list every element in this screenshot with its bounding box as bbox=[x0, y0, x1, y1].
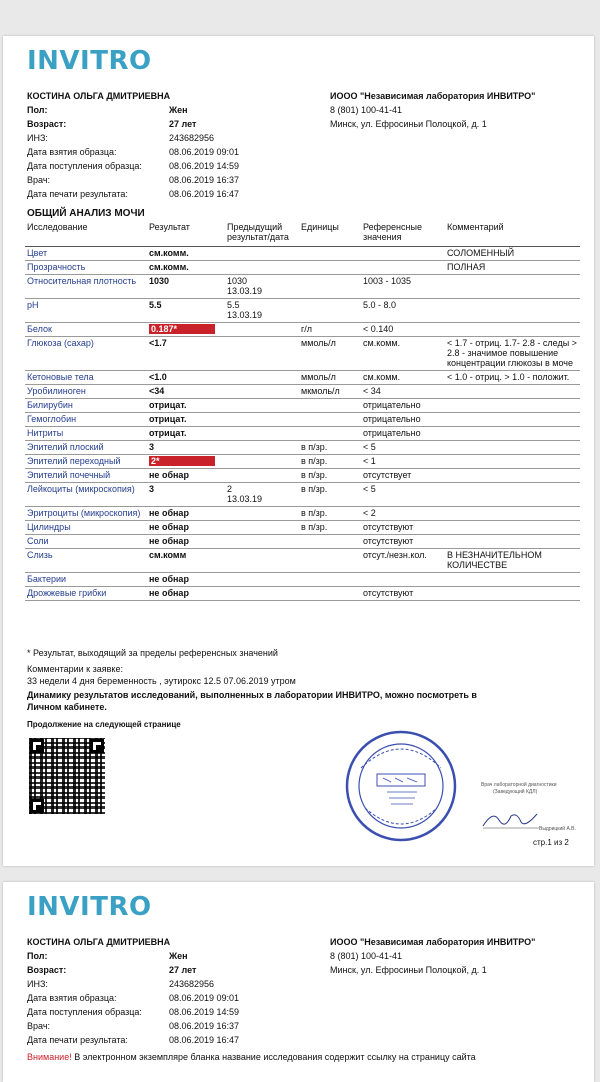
result-value: не обнар bbox=[149, 536, 189, 546]
test-result bbox=[147, 507, 225, 521]
units bbox=[299, 261, 361, 275]
comment bbox=[445, 299, 580, 323]
age-label-2: Возраст: bbox=[27, 965, 67, 975]
comment: В НЕЗНАЧИТЕЛЬНОМ КОЛИЧЕСТВЕ bbox=[445, 549, 580, 573]
reference-range: отсутствует bbox=[361, 469, 445, 483]
reference-range: < 5 bbox=[361, 441, 445, 455]
header-test: Исследование bbox=[25, 221, 147, 247]
result-value: не обнар bbox=[149, 508, 189, 518]
previous-result bbox=[225, 385, 299, 399]
previous-result: 2 13.03.19 bbox=[225, 483, 299, 507]
patient-name: КОСТИНА ОЛЬГА ДМИТРИЕВНА bbox=[27, 91, 171, 101]
table-row bbox=[25, 413, 580, 427]
print-date-value: 08.06.2019 16:47 bbox=[169, 189, 240, 199]
units bbox=[299, 247, 361, 261]
test-name[interactable]: Соли bbox=[25, 535, 147, 549]
receipt-date-value: 08.06.2019 14:59 bbox=[169, 161, 240, 171]
receipt-date-value-2: 08.06.2019 14:59 bbox=[169, 1007, 240, 1017]
units: в п/зр. bbox=[299, 521, 361, 535]
test-result bbox=[147, 371, 225, 385]
table-row bbox=[25, 371, 580, 385]
reference-range: < 1 bbox=[361, 455, 445, 469]
comment bbox=[445, 427, 580, 441]
comment bbox=[445, 441, 580, 455]
lab-address: Минск, ул. Ефросиньи Полоцкой, д. 1 bbox=[330, 119, 487, 129]
comment bbox=[445, 275, 580, 299]
units: в п/зр. bbox=[299, 441, 361, 455]
result-value: см.комм bbox=[149, 550, 187, 560]
comment bbox=[445, 399, 580, 413]
sample-date-label-2: Дата взятия образца: bbox=[27, 993, 117, 1003]
lab-name-2: ИООО "Независимая лаборатория ИНВИТРО" bbox=[330, 937, 536, 947]
doctor-label: Врач: bbox=[27, 175, 51, 185]
reference-range: 1003 - 1035 bbox=[361, 275, 445, 299]
test-name[interactable]: Слизь bbox=[25, 549, 147, 573]
test-name[interactable]: Белок bbox=[25, 323, 147, 337]
request-comment-label: Комментарии к заявке: bbox=[27, 664, 123, 674]
reference-range: отсутствуют bbox=[361, 587, 445, 601]
units bbox=[299, 549, 361, 573]
flagged-result: 0.187* bbox=[149, 324, 215, 334]
test-name[interactable]: Гемоглобин bbox=[25, 413, 147, 427]
reference-range bbox=[361, 261, 445, 275]
test-name[interactable]: Билирубин bbox=[25, 399, 147, 413]
header-reference: Референсные значения bbox=[361, 221, 445, 247]
reference-range: < 0.140 bbox=[361, 323, 445, 337]
comment bbox=[445, 413, 580, 427]
table-row bbox=[25, 521, 580, 535]
comment: < 1.7 - отриц. 1.7- 2.8 - следы > 2.8 - значимое повышение концентрации глюкозы в моче bbox=[445, 337, 580, 371]
print-date-value-2: 08.06.2019 16:47 bbox=[169, 1035, 240, 1045]
test-name[interactable]: Цвет bbox=[25, 247, 147, 261]
result-value: 1030 bbox=[149, 276, 170, 286]
section-title: ОБЩИЙ АНАЛИЗ МОЧИ bbox=[27, 208, 145, 219]
comment bbox=[445, 573, 580, 587]
lab-info bbox=[330, 89, 535, 131]
comment bbox=[445, 483, 580, 507]
request-comment: 33 недели 4 дня беременность , эутирокс 12.5 07.06.2019 утром bbox=[27, 676, 296, 686]
test-name[interactable]: Эпителий почечный bbox=[25, 469, 147, 483]
reference-range: отсут./незн.кол. bbox=[361, 549, 445, 573]
header-previous: Предыдущий результат/дата bbox=[225, 221, 299, 247]
units bbox=[299, 413, 361, 427]
units: ммоль/л bbox=[299, 337, 361, 371]
comment bbox=[445, 323, 580, 337]
table-row bbox=[25, 441, 580, 455]
test-name[interactable]: Кетоновые тела bbox=[25, 371, 147, 385]
test-result bbox=[147, 455, 225, 469]
comment bbox=[445, 521, 580, 535]
dynamics-note-line1: Динамику результатов исследований, выполненных в лаборатории ИНВИТРО, можно посмотреть в bbox=[27, 690, 477, 700]
table-row bbox=[25, 587, 580, 601]
lab-phone-2: 8 (801) 100-41-41 bbox=[330, 951, 403, 961]
signer-subtitle: (Заведующий КДЛ) bbox=[493, 789, 538, 795]
comment bbox=[445, 469, 580, 483]
reference-range bbox=[361, 247, 445, 261]
previous-result: 5.5 13.03.19 bbox=[225, 299, 299, 323]
result-value: 3 bbox=[149, 484, 155, 494]
sex-label: Пол: bbox=[27, 105, 48, 115]
sample-date-value-2: 08.06.2019 09:01 bbox=[169, 993, 240, 1003]
test-name[interactable]: pH bbox=[25, 299, 147, 323]
previous-result bbox=[225, 455, 299, 469]
previous-result bbox=[225, 469, 299, 483]
doctor-value-2: 08.06.2019 16:37 bbox=[169, 1021, 240, 1031]
dynamics-note-line2: Личном кабинете. bbox=[27, 702, 107, 712]
test-result bbox=[147, 483, 225, 507]
table-row bbox=[25, 247, 580, 261]
reference-range: отсутствуют bbox=[361, 521, 445, 535]
table-row bbox=[25, 385, 580, 399]
result-value: <1.7 bbox=[149, 338, 167, 348]
doctor-label-2: Врач: bbox=[27, 1021, 51, 1031]
table-row bbox=[25, 573, 580, 587]
sex-value: Жен bbox=[169, 105, 188, 115]
result-value: 5.5 bbox=[149, 300, 162, 310]
test-name[interactable]: Цилиндры bbox=[25, 521, 147, 535]
sample-date-label: Дата взятия образца: bbox=[27, 147, 117, 157]
previous-result bbox=[225, 337, 299, 371]
previous-result bbox=[225, 507, 299, 521]
test-result bbox=[147, 549, 225, 573]
test-result bbox=[147, 413, 225, 427]
header-result: Результат bbox=[147, 221, 225, 247]
doctor-value: 08.06.2019 16:37 bbox=[169, 175, 240, 185]
warning-text: В электронном экземпляре бланка название исследования содержит ссылку на страницу сайта bbox=[71, 1052, 476, 1062]
result-value: отрицат. bbox=[149, 428, 187, 438]
comment bbox=[445, 535, 580, 549]
result-value: см.комм. bbox=[149, 248, 189, 258]
inz-label: ИНЗ: bbox=[27, 133, 48, 143]
table-row bbox=[25, 337, 580, 371]
result-value: отрицат. bbox=[149, 400, 187, 410]
comment bbox=[445, 507, 580, 521]
signer-title: Врач лабораторной диагностики bbox=[481, 782, 557, 788]
units bbox=[299, 299, 361, 323]
inz-value: 243682956 bbox=[169, 133, 215, 143]
reference-range: 5.0 - 8.0 bbox=[361, 299, 445, 323]
test-result bbox=[147, 469, 225, 483]
result-value: не обнар bbox=[149, 522, 189, 532]
receipt-date-label: Дата поступления образца: bbox=[27, 161, 142, 171]
test-name[interactable]: Нитриты bbox=[25, 427, 147, 441]
comment: ПОЛНАЯ bbox=[445, 261, 580, 275]
table-row bbox=[25, 507, 580, 521]
table-row bbox=[25, 275, 580, 299]
table-row bbox=[25, 535, 580, 549]
units: в п/зр. bbox=[299, 455, 361, 469]
table-header bbox=[25, 221, 580, 247]
result-value: не обнар bbox=[149, 588, 189, 598]
reference-range: отрицательно bbox=[361, 413, 445, 427]
units bbox=[299, 427, 361, 441]
report-page-1 bbox=[3, 36, 594, 866]
units: в п/зр. bbox=[299, 469, 361, 483]
result-value: <1.0 bbox=[149, 372, 167, 382]
previous-result bbox=[225, 247, 299, 261]
reference-range: < 2 bbox=[361, 507, 445, 521]
header-comment: Комментарий bbox=[445, 221, 580, 247]
previous-result bbox=[225, 323, 299, 337]
units bbox=[299, 399, 361, 413]
test-name[interactable]: Относительная плотность bbox=[25, 275, 147, 299]
units: в п/зр. bbox=[299, 483, 361, 507]
test-name[interactable]: Эпителий плоский bbox=[25, 441, 147, 455]
test-name[interactable]: Бактерии bbox=[25, 573, 147, 587]
test-result bbox=[147, 337, 225, 371]
result-value: не обнар bbox=[149, 574, 189, 584]
reference-range: отрицательно bbox=[361, 427, 445, 441]
test-result bbox=[147, 261, 225, 275]
comment bbox=[445, 455, 580, 469]
reference-range: см.комм. bbox=[361, 371, 445, 385]
comment bbox=[445, 587, 580, 601]
result-value: 3 bbox=[149, 442, 155, 452]
previous-result bbox=[225, 427, 299, 441]
continued-note: Продолжение на следующей странице bbox=[27, 720, 181, 729]
test-result bbox=[147, 427, 225, 441]
previous-result bbox=[225, 549, 299, 573]
previous-result bbox=[225, 441, 299, 455]
test-result bbox=[147, 521, 225, 535]
previous-result: 1030 13.03.19 bbox=[225, 275, 299, 299]
inz-value-2: 243682956 bbox=[169, 979, 215, 989]
table-row bbox=[25, 469, 580, 483]
reference-range bbox=[361, 573, 445, 587]
result-value: <34 bbox=[149, 386, 165, 396]
lab-stamp-icon bbox=[343, 728, 459, 844]
units: ммоль/л bbox=[299, 371, 361, 385]
sample-date-value: 08.06.2019 09:01 bbox=[169, 147, 240, 157]
warning-note bbox=[27, 1052, 476, 1062]
comment: СОЛОМЕННЫЙ bbox=[445, 247, 580, 261]
previous-result bbox=[225, 261, 299, 275]
result-value: не обнар bbox=[149, 470, 189, 480]
inz-label-2: ИНЗ: bbox=[27, 979, 48, 989]
test-name[interactable]: Лейкоциты (микроскопия) bbox=[25, 483, 147, 507]
test-result bbox=[147, 275, 225, 299]
test-name[interactable]: Эпителий переходный bbox=[25, 455, 147, 469]
reference-range: отрицательно bbox=[361, 399, 445, 413]
results-table bbox=[25, 221, 580, 601]
units bbox=[299, 535, 361, 549]
test-result bbox=[147, 441, 225, 455]
reference-range: см.комм. bbox=[361, 337, 445, 371]
previous-result bbox=[225, 573, 299, 587]
header-units: Единицы bbox=[299, 221, 361, 247]
reference-range: отсутствуют bbox=[361, 535, 445, 549]
lab-info-2 bbox=[330, 935, 535, 977]
previous-result bbox=[225, 535, 299, 549]
test-name[interactable]: Эритроциты (микроскопия) bbox=[25, 507, 147, 521]
flagged-result: 2* bbox=[149, 456, 215, 466]
page-number: стр.1 из 2 bbox=[533, 838, 569, 847]
lab-address-2: Минск, ул. Ефросиньи Полоцкой, д. 1 bbox=[330, 965, 487, 975]
reference-range: < 5 bbox=[361, 483, 445, 507]
previous-result bbox=[225, 371, 299, 385]
age-label: Возраст: bbox=[27, 119, 67, 129]
warning-label: Внимание! bbox=[27, 1052, 72, 1062]
age-value: 27 лет bbox=[169, 119, 197, 129]
test-result bbox=[147, 247, 225, 261]
test-result bbox=[147, 299, 225, 323]
table-row bbox=[25, 261, 580, 275]
table-row bbox=[25, 483, 580, 507]
table-row bbox=[25, 427, 580, 441]
comment: < 1.0 - отриц. > 1.0 - положит. bbox=[445, 371, 580, 385]
units: г/л bbox=[299, 323, 361, 337]
test-result bbox=[147, 323, 225, 337]
test-name[interactable]: Уробилиноген bbox=[25, 385, 147, 399]
signature-icon bbox=[481, 806, 541, 832]
lab-name: ИООО "Независимая лаборатория ИНВИТРО" bbox=[330, 91, 536, 101]
table-row bbox=[25, 399, 580, 413]
print-date-label-2: Дата печати результата: bbox=[27, 1035, 128, 1045]
test-result bbox=[147, 587, 225, 601]
table-row bbox=[25, 549, 580, 573]
units: мкмоль/л bbox=[299, 385, 361, 399]
test-result bbox=[147, 399, 225, 413]
table-row bbox=[25, 323, 580, 337]
receipt-date-label-2: Дата поступления образца: bbox=[27, 1007, 142, 1017]
signer-name: Выдрицкий А.В. bbox=[539, 826, 576, 832]
units: в п/зр. bbox=[299, 507, 361, 521]
sex-label-2: Пол: bbox=[27, 951, 48, 961]
result-value: см.комм. bbox=[149, 262, 189, 272]
result-value: отрицат. bbox=[149, 414, 187, 424]
previous-result bbox=[225, 587, 299, 601]
test-result bbox=[147, 385, 225, 399]
previous-result bbox=[225, 521, 299, 535]
table-row bbox=[25, 455, 580, 469]
units bbox=[299, 573, 361, 587]
test-result bbox=[147, 535, 225, 549]
test-result bbox=[147, 573, 225, 587]
age-value-2: 27 лет bbox=[169, 965, 197, 975]
sex-value-2: Жен bbox=[169, 951, 188, 961]
test-name[interactable]: Прозрачность bbox=[25, 261, 147, 275]
reference-range: < 34 bbox=[361, 385, 445, 399]
units bbox=[299, 275, 361, 299]
previous-result bbox=[225, 413, 299, 427]
print-date-label: Дата печати результата: bbox=[27, 189, 128, 199]
test-name[interactable]: Глюкоза (сахар) bbox=[25, 337, 147, 371]
lab-phone: 8 (801) 100-41-41 bbox=[330, 105, 403, 115]
qr-code-icon bbox=[29, 738, 105, 814]
units bbox=[299, 587, 361, 601]
test-name[interactable]: Дрожжевые грибки bbox=[25, 587, 147, 601]
table-row bbox=[25, 299, 580, 323]
previous-result bbox=[225, 399, 299, 413]
invitro-logo-2: INVITRO bbox=[27, 892, 152, 922]
patient-name-2: КОСТИНА ОЛЬГА ДМИТРИЕВНА bbox=[27, 937, 171, 947]
invitro-logo: INVITRO bbox=[27, 46, 152, 76]
comment bbox=[445, 385, 580, 399]
footnote: * Результат, выходящий за пределы референсных значений bbox=[27, 648, 278, 658]
report-page-2 bbox=[3, 882, 594, 1082]
